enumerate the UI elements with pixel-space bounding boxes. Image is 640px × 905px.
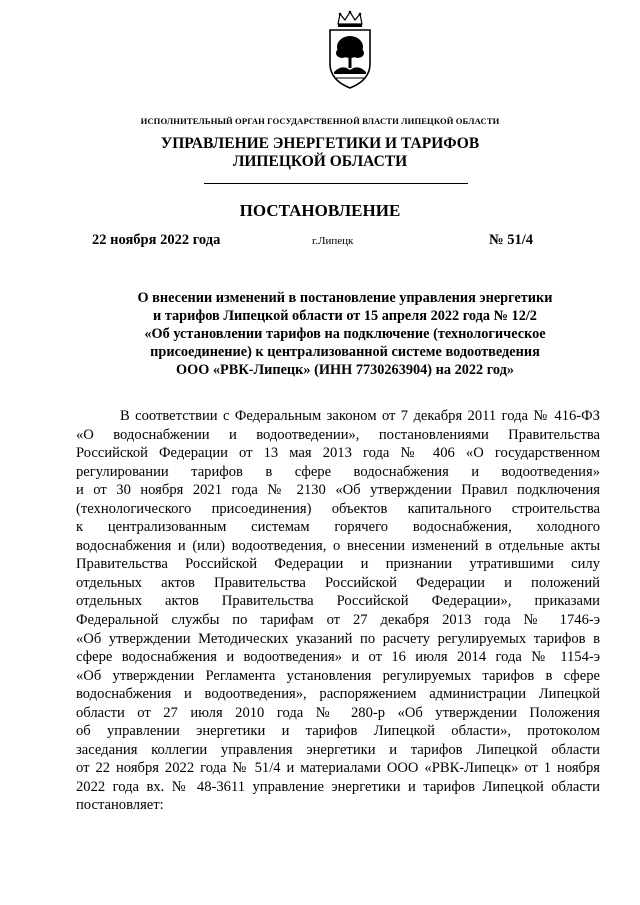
body-line: водоснабжения и водоотведения», распоряжением администрации Липецкой	[76, 686, 600, 703]
body-line: отдельных актов Правительства Российской Федерации и положений	[76, 574, 600, 591]
body-line: «Об утверждении Методических указаний по расчету регулируемых тарифов в	[76, 630, 600, 647]
body-line: 2022 года вх. № 48-3611 управление энергетики и тарифов Липецкой области	[76, 778, 600, 795]
body-line: к централизованным системам горячего водоснабжения, холодного	[76, 519, 600, 536]
body-line: от 22 ноября 2022 года № 51/4 и материалами ООО «РВК-Липецк» от 1 ноября	[76, 760, 600, 777]
body-line: регулировании тарифов в сфере водоснабжения и водоотведения»	[76, 463, 600, 480]
body-line: об управлении энергетики и тарифов Липецкой области», протоколом	[76, 723, 600, 740]
subject-line: О внесении изменений в постановление управления энергетики	[137, 290, 553, 306]
body-line: В соответствии с Федеральным законом от 7 декабря 2011 года № 416-ФЗ	[120, 408, 600, 424]
subject-line: ООО «РВК-Липецк» (ИНН 7730263904) на 2022 год»	[175, 362, 515, 379]
body-line: области от 27 июля 2010 года № 280-р «Об утверждении Положения	[76, 704, 600, 721]
body-line: Российской Федерации от 13 мая 2013 года № 406 «О государственном	[76, 445, 600, 462]
organization-name-line: ЛИПЕЦКОЙ ОБЛАСТИ	[232, 153, 408, 170]
subject-line: присоединение) к централизованной системе водоотведения	[150, 344, 540, 361]
body-line: «Об утверждении Регламента установления регулируемых тарифов в сфере	[76, 667, 600, 684]
subject-line: «Об установлении тарифов на подключение (технологическое	[144, 326, 546, 343]
document-city: г.Липецк	[312, 235, 354, 247]
document-subject	[100, 289, 590, 379]
document-date: 22 ноября 2022 года	[92, 232, 221, 248]
body-line: сфере водоснабжения и водоотведения» и от 16 июля 2014 года № 1154-э	[76, 649, 600, 666]
body-line: «О водоснабжении и водоотведении», постановлениями Правительства	[76, 426, 600, 443]
organization-name-line: УПРАВЛЕНИЕ ЭНЕРГЕТИКИ И ТАРИФОВ	[160, 135, 480, 152]
issuing-authority: ИСПОЛНИТЕЛЬНЫЙ ОРГАН ГОСУДАРСТВЕННОЙ ВЛАСТИ ЛИПЕЦКОЙ ОБЛАСТИ	[140, 116, 500, 126]
document-body	[76, 407, 600, 815]
document-number: № 51/4	[489, 232, 533, 248]
body-line: (технологического присоединения) объектов капитального строительства	[76, 500, 600, 517]
body-line: Правительства Российской Федерации и признании утратившими силу	[76, 556, 600, 573]
body-line: водоснабжения и (или) водоотведения, о внесении изменений в отдельные акты	[76, 537, 600, 554]
body-line: отдельных актов Правительства Российской Федерации», приказами	[76, 593, 600, 610]
body-line: и от 30 ноября 2021 года № 2130 «Об утверждении Правил подключения	[76, 482, 600, 499]
coat-of-arms-emblem	[326, 10, 374, 92]
body-line: Федеральной службы по тарифам от 27 декабря 2013 года № 1746-э	[76, 612, 600, 629]
subject-line: и тарифов Липецкой области от 15 апреля 2022 года № 12/2	[153, 308, 537, 325]
organization-name	[0, 135, 640, 171]
body-line: заседания коллегии управления энергетики и тарифов Липецкой области	[76, 741, 600, 758]
body-line: постановляет:	[76, 797, 164, 814]
header-divider	[204, 183, 468, 184]
document-type: ПОСТАНОВЛЕНИЕ	[239, 201, 401, 220]
